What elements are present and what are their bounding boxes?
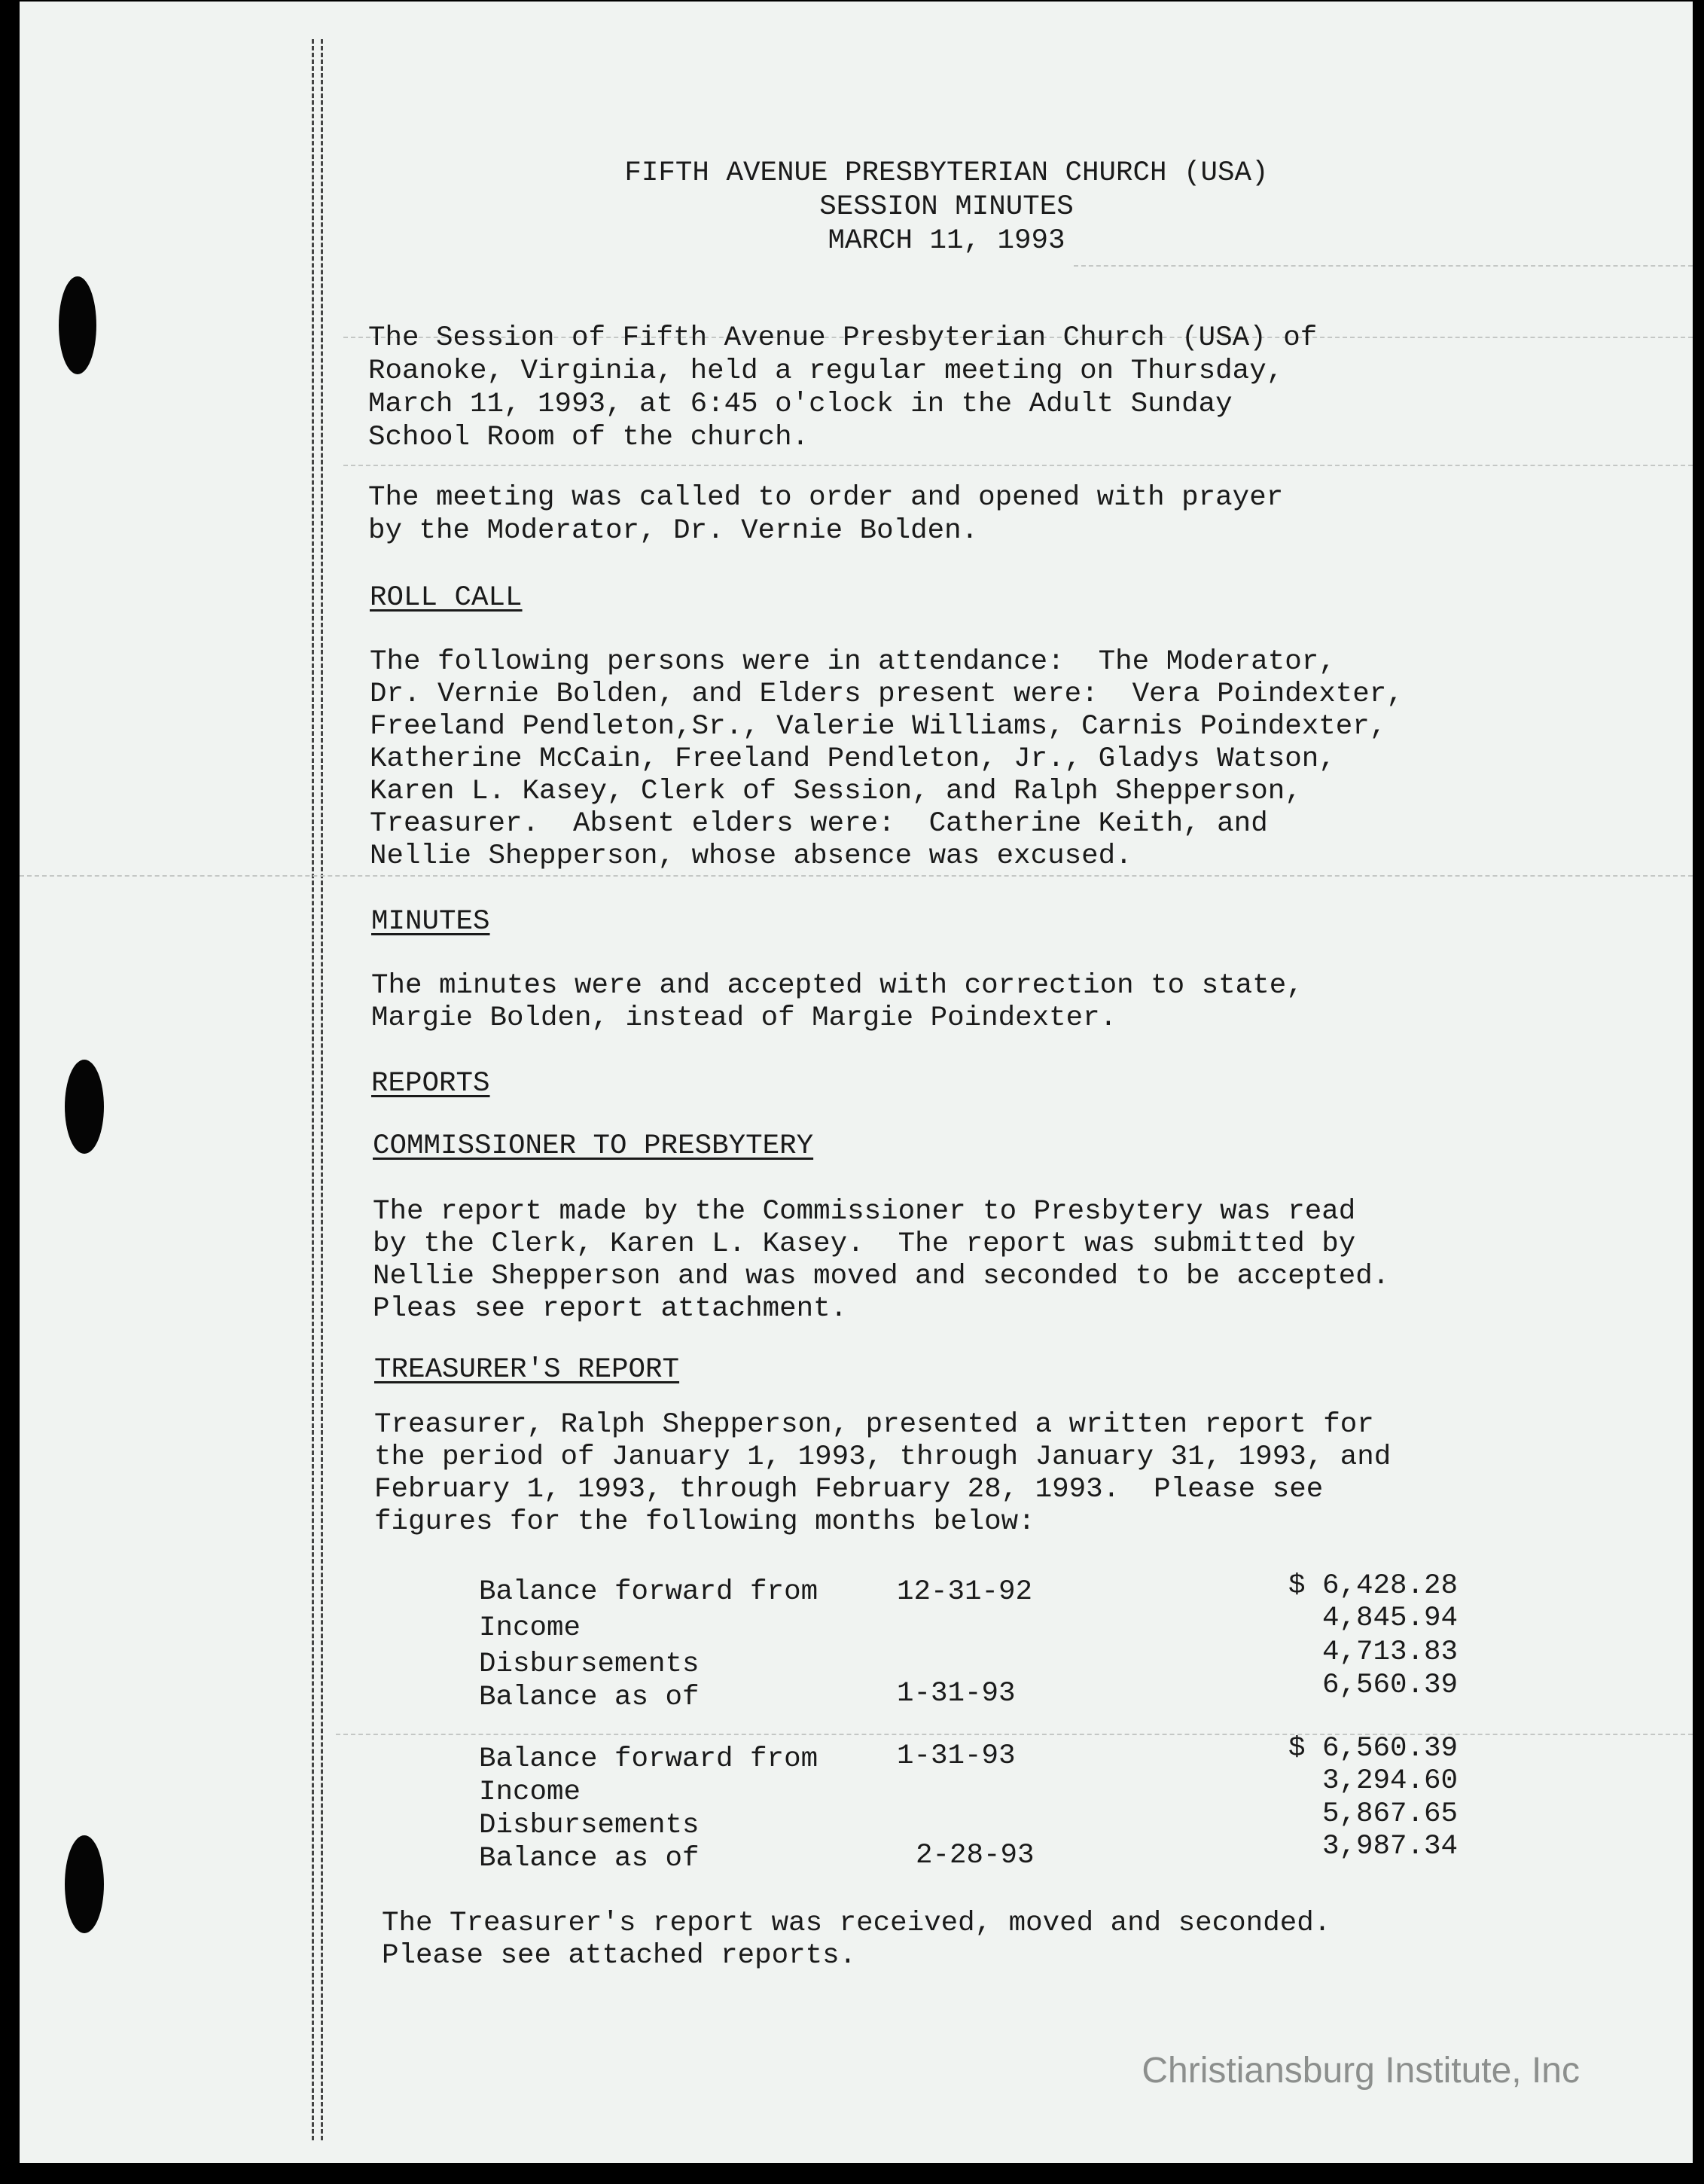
row-date: 1-31-93 — [897, 1678, 1016, 1710]
text-line: The Session of Fifth Avenue Presbyterian Church (USA) of — [368, 322, 1318, 354]
text-line: The meeting was called to order and opened with prayer — [368, 482, 1284, 514]
text-line: figures for the following months below: — [374, 1506, 1035, 1538]
row-date: 2-28-93 — [916, 1840, 1035, 1871]
session-minutes-heading: SESSION MINUTES — [819, 191, 1074, 223]
text-line: The minutes were and accepted with correction to state, — [371, 970, 1303, 1002]
archive-watermark: Christiansburg Institute, Inc — [1142, 2051, 1580, 2091]
row-label: Balance as of — [479, 1682, 700, 1713]
row-amount: 3,987.34 — [1321, 1831, 1458, 1862]
text-line: Margie Bolden, instead of Margie Poindexter. — [371, 1002, 1117, 1034]
text-line: by the Clerk, Karen L. Kasey. The report was submitted by — [373, 1228, 1356, 1260]
text-line: Please see attached reports. — [382, 1940, 857, 1972]
margin-rule — [312, 39, 314, 2140]
treasurer-heading: TREASURER'S REPORT — [374, 1354, 680, 1386]
row-date: 1-31-93 — [897, 1740, 1016, 1772]
row-label: Disbursements — [479, 1810, 700, 1841]
reports-heading: REPORTS — [371, 1068, 490, 1100]
ruled-line — [343, 465, 1693, 466]
row-label: Balance forward from — [479, 1576, 818, 1608]
text-line: Katherine McCain, Freeland Pendleton, Jr., Gladys Watson, — [370, 743, 1336, 775]
text-line: Pleas see report attachment. — [373, 1293, 848, 1325]
roll-call-heading: ROLL CALL — [370, 582, 523, 614]
row-label: Balance forward from — [479, 1743, 818, 1775]
row-date: 12-31-92 — [897, 1576, 1033, 1608]
row-amount: 6,560.39 — [1321, 1670, 1458, 1701]
text-line: School Room of the church. — [368, 422, 809, 453]
binder-hole — [65, 1835, 104, 1933]
text-line: Roanoke, Virginia, held a regular meeting on Thursday, — [368, 355, 1284, 387]
church-name-heading: FIFTH AVENUE PRESBYTERIAN CHURCH (USA) — [624, 157, 1269, 189]
row-amount: 4,845.94 — [1321, 1603, 1458, 1634]
text-line: by the Moderator, Dr. Vernie Bolden. — [368, 515, 979, 547]
ruled-line — [336, 1734, 1693, 1735]
text-line: The following persons were in attendance: The Moderator, — [370, 646, 1336, 678]
row-label: Balance as of — [479, 1843, 700, 1874]
text-line: Treasurer. Absent elders were: Catherine Keith, and — [370, 808, 1268, 840]
text-line: February 1, 1993, through February 28, 1993. Please see — [374, 1474, 1324, 1505]
ruled-line — [20, 875, 1693, 877]
text-line: Freeland Pendleton,Sr., Valerie Williams, Carnis Poindexter, — [370, 711, 1387, 743]
row-amount: 4,713.83 — [1321, 1636, 1458, 1668]
text-line: March 11, 1993, at 6:45 o'clock in the Adult Sunday — [368, 389, 1233, 420]
row-amount: $ 6,428.28 — [1288, 1570, 1458, 1602]
row-amount: 5,867.65 — [1321, 1798, 1458, 1830]
text-line: Karen L. Kasey, Clerk of Session, and Ralph Shepperson, — [370, 776, 1302, 807]
document-page — [20, 2, 1693, 2163]
ruled-line — [1074, 265, 1693, 267]
text-line: Nellie Shepperson, whose absence was excused. — [370, 840, 1132, 872]
text-line: the period of January 1, 1993, through January 31, 1993, and — [374, 1441, 1392, 1473]
meeting-date-heading: MARCH 11, 1993 — [828, 225, 1065, 257]
row-label: Income — [479, 1612, 581, 1644]
text-line: The Treasurer's report was received, moved and seconded. — [382, 1908, 1331, 1939]
binder-hole — [65, 1060, 104, 1154]
margin-rule — [321, 39, 323, 2140]
text-line: The report made by the Commissioner to Presbytery was read — [373, 1196, 1356, 1228]
minutes-heading: MINUTES — [371, 906, 490, 938]
row-label: Income — [479, 1777, 581, 1808]
row-amount: 3,294.60 — [1321, 1765, 1458, 1797]
text-line: Treasurer, Ralph Shepperson, presented a written report for — [374, 1409, 1374, 1441]
binder-hole — [59, 276, 96, 374]
text-line: Dr. Vernie Bolden, and Elders present were: Vera Poindexter, — [370, 679, 1404, 710]
commissioner-heading: COMMISSIONER TO PRESBYTERY — [373, 1130, 814, 1162]
text-line: Nellie Shepperson and was moved and seconded to be accepted. — [373, 1261, 1390, 1292]
row-label: Disbursements — [479, 1649, 700, 1680]
row-amount: $ 6,560.39 — [1288, 1733, 1458, 1765]
